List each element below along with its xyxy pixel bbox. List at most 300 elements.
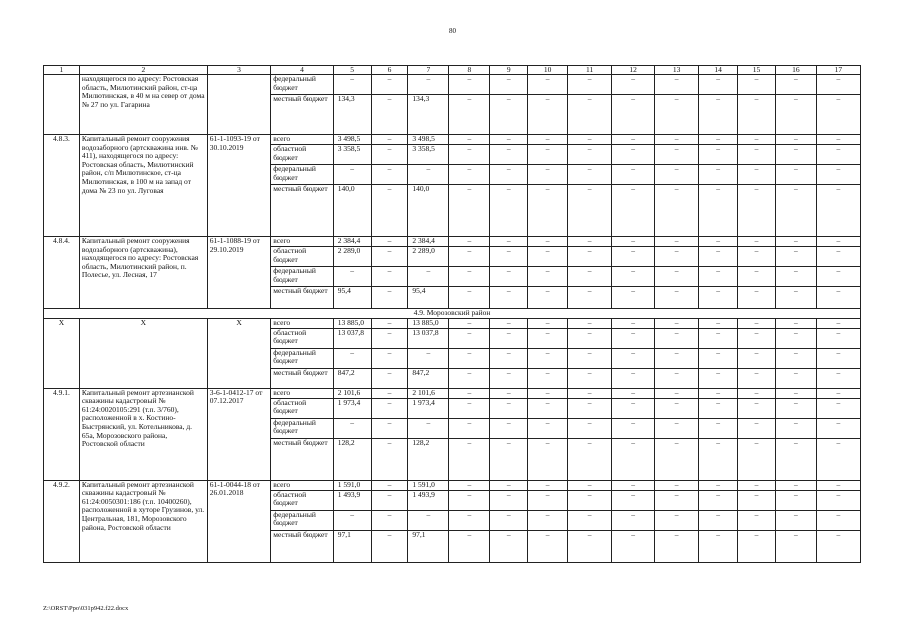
amount-col15: –: [738, 247, 776, 267]
amount-col15: –: [738, 328, 776, 348]
amount-col15: –: [738, 490, 776, 510]
amount-col15: –: [738, 530, 776, 562]
amount-col7: 13 885,0: [408, 318, 449, 328]
amount-col14: –: [699, 95, 738, 135]
amount-col12: –: [612, 328, 655, 348]
budget-type-cell: местный бюджет: [271, 287, 333, 309]
amount-col16: –: [775, 247, 816, 267]
amount-col9: –: [490, 438, 528, 480]
amount-col6: –: [371, 165, 408, 185]
amount-col13: –: [655, 480, 699, 490]
column-number-header: 4: [271, 66, 333, 75]
amount-col7: 1 591,0: [408, 480, 449, 490]
amount-col12: –: [612, 418, 655, 438]
amount-col6: –: [371, 368, 408, 388]
amount-col13: –: [655, 328, 699, 348]
amount-col14: –: [699, 480, 738, 490]
amount-col12: –: [612, 398, 655, 418]
budget-type-cell: областной бюджет: [271, 490, 333, 510]
amount-col9: –: [490, 247, 528, 267]
amount-col10: –: [528, 438, 568, 480]
amount-col5: 1 591,0: [333, 480, 371, 490]
amount-col17: –: [816, 348, 860, 368]
page-number: 80: [449, 27, 456, 35]
item-name-cell: находящегося по адресу: Ростовская область, Милютинский район, ст-ца Милютинская, в 40 м на север от дома № 27 по ул. Гагарина: [79, 75, 207, 135]
amount-col7: 97,1: [408, 530, 449, 562]
amount-col12: –: [612, 145, 655, 165]
amount-col17: –: [816, 135, 860, 145]
amount-col8: –: [449, 165, 490, 185]
amount-col5: 13 037,8: [333, 328, 371, 348]
amount-col10: –: [528, 237, 568, 247]
amount-col14: –: [699, 75, 738, 95]
amount-col16: –: [775, 95, 816, 135]
amount-col15: –: [738, 510, 776, 530]
amount-col11: –: [568, 165, 612, 185]
amount-col12: –: [612, 480, 655, 490]
budget-type-cell: всего: [271, 135, 333, 145]
column-number-header: 9: [490, 66, 528, 75]
amount-col7: 2 101,6: [408, 388, 449, 398]
amount-col8: –: [449, 530, 490, 562]
amount-col14: –: [699, 490, 738, 510]
amount-col7: –: [408, 348, 449, 368]
amount-col17: –: [816, 145, 860, 165]
amount-col6: –: [371, 145, 408, 165]
amount-col15: –: [738, 368, 776, 388]
amount-col6: –: [371, 318, 408, 328]
section-title: 4.9. Морозовский район: [44, 309, 861, 319]
amount-col8: –: [449, 145, 490, 165]
amount-col15: –: [738, 318, 776, 328]
amount-col8: –: [449, 287, 490, 309]
amount-col17: –: [816, 75, 860, 95]
amount-col12: –: [612, 95, 655, 135]
budget-type-cell: всего: [271, 237, 333, 247]
amount-col6: –: [371, 247, 408, 267]
amount-col6: –: [371, 287, 408, 309]
amount-col6: –: [371, 328, 408, 348]
budget-type-cell: областной бюджет: [271, 145, 333, 165]
table-row: [44, 388, 861, 398]
amount-col8: –: [449, 328, 490, 348]
amount-col9: –: [490, 480, 528, 490]
amount-col9: –: [490, 135, 528, 145]
amount-col12: –: [612, 510, 655, 530]
amount-col6: –: [371, 95, 408, 135]
amount-col17: –: [816, 388, 860, 398]
amount-col15: –: [738, 398, 776, 418]
amount-col16: –: [775, 75, 816, 95]
amount-col17: –: [816, 318, 860, 328]
column-number-header: 14: [699, 66, 738, 75]
item-number-cell: [44, 75, 80, 135]
amount-col15: –: [738, 267, 776, 287]
amount-col16: –: [775, 348, 816, 368]
amount-col8: –: [449, 490, 490, 510]
amount-col13: –: [655, 287, 699, 309]
amount-col6: –: [371, 480, 408, 490]
amount-col6: –: [371, 237, 408, 247]
amount-col5: 2 101,6: [333, 388, 371, 398]
amount-col5: 134,3: [333, 95, 371, 135]
amount-col16: –: [775, 510, 816, 530]
amount-col8: –: [449, 237, 490, 247]
amount-col17: –: [816, 247, 860, 267]
amount-col7: 2 289,0: [408, 247, 449, 267]
amount-col7: 1 973,4: [408, 398, 449, 418]
amount-col17: –: [816, 95, 860, 135]
amount-col11: –: [568, 480, 612, 490]
amount-col12: –: [612, 185, 655, 237]
amount-col7: –: [408, 267, 449, 287]
amount-col9: –: [490, 328, 528, 348]
amount-col12: –: [612, 287, 655, 309]
amount-col6: –: [371, 185, 408, 237]
amount-col12: –: [612, 267, 655, 287]
amount-col11: –: [568, 530, 612, 562]
amount-col7: 3 358,5: [408, 145, 449, 165]
amount-col11: –: [568, 267, 612, 287]
amount-col6: –: [371, 135, 408, 145]
amount-col14: –: [699, 287, 738, 309]
amount-col17: –: [816, 237, 860, 247]
item-doc-cell: 61-1-1093-19 от 30.10.2019: [207, 135, 270, 237]
amount-col17: –: [816, 287, 860, 309]
amount-col12: –: [612, 530, 655, 562]
amount-col6: –: [371, 438, 408, 480]
table-row: [44, 237, 861, 247]
amount-col12: –: [612, 368, 655, 388]
amount-col6: –: [371, 490, 408, 510]
budget-type-cell: областной бюджет: [271, 247, 333, 267]
column-number-header: 5: [333, 66, 371, 75]
amount-col5: –: [333, 418, 371, 438]
amount-col6: –: [371, 75, 408, 95]
amount-col15: –: [738, 135, 776, 145]
column-number-header: 2: [79, 66, 207, 75]
budget-type-cell: местный бюджет: [271, 368, 333, 388]
amount-col7: 95,4: [408, 287, 449, 309]
amount-col10: –: [528, 247, 568, 267]
item-number-cell: 4.9.1.: [44, 388, 80, 480]
amount-col6: –: [371, 267, 408, 287]
budget-type-cell: федеральный бюджет: [271, 418, 333, 438]
amount-col6: –: [371, 530, 408, 562]
amount-col13: –: [655, 530, 699, 562]
amount-col13: –: [655, 388, 699, 398]
budget-type-cell: всего: [271, 480, 333, 490]
column-number-header: 17: [816, 66, 860, 75]
amount-col8: –: [449, 185, 490, 237]
amount-col11: –: [568, 237, 612, 247]
amount-col9: –: [490, 398, 528, 418]
amount-col11: –: [568, 287, 612, 309]
amount-col9: –: [490, 348, 528, 368]
amount-col17: –: [816, 185, 860, 237]
amount-col11: –: [568, 145, 612, 165]
amount-col8: –: [449, 348, 490, 368]
amount-col14: –: [699, 185, 738, 237]
amount-col5: –: [333, 165, 371, 185]
column-number-header: 3: [207, 66, 270, 75]
amount-col13: –: [655, 318, 699, 328]
amount-col14: –: [699, 418, 738, 438]
amount-col11: –: [568, 388, 612, 398]
amount-col9: –: [490, 318, 528, 328]
amount-col5: 95,4: [333, 287, 371, 309]
column-number-header: 16: [775, 66, 816, 75]
budget-table: [43, 65, 861, 563]
amount-col8: –: [449, 388, 490, 398]
amount-col6: –: [371, 348, 408, 368]
budget-type-cell: федеральный бюджет: [271, 510, 333, 530]
amount-col9: –: [490, 368, 528, 388]
amount-col12: –: [612, 490, 655, 510]
budget-type-cell: областной бюджет: [271, 328, 333, 348]
amount-col7: –: [408, 165, 449, 185]
amount-col6: –: [371, 510, 408, 530]
item-name-cell: Капитальный ремонт артезианской скважины кадастровый № 61:24:0020105:291 (т.п. 3/760), расположенной в х. Костино-Быстрянский, ул. Котельникова, д. 65а, Морозовского района, Ростовской области: [79, 388, 207, 480]
item-number-cell: 4.8.4.: [44, 237, 80, 309]
amount-col8: –: [449, 95, 490, 135]
amount-col16: –: [775, 267, 816, 287]
column-number-header: 8: [449, 66, 490, 75]
amount-col10: –: [528, 318, 568, 328]
amount-col12: –: [612, 438, 655, 480]
amount-col7: 3 498,5: [408, 135, 449, 145]
amount-col10: –: [528, 185, 568, 237]
amount-col12: –: [612, 318, 655, 328]
amount-col9: –: [490, 388, 528, 398]
item-name-cell: Капитальный ремонт артезианской скважины кадастровый № 61:24:0050301:186 (т.п. 10400260), расположенной в хуторе Грузинов, ул. Центральная, 181, Морозовского района, Ростовской области: [79, 480, 207, 562]
table-header-row: [44, 66, 861, 75]
amount-col13: –: [655, 95, 699, 135]
amount-col14: –: [699, 438, 738, 480]
summary-x-cell: Х: [79, 318, 207, 388]
amount-col11: –: [568, 185, 612, 237]
amount-col7: 2 384,4: [408, 237, 449, 247]
amount-col17: –: [816, 398, 860, 418]
amount-col15: –: [738, 95, 776, 135]
amount-col14: –: [699, 368, 738, 388]
item-number-cell: 4.9.2.: [44, 480, 80, 562]
amount-col13: –: [655, 75, 699, 95]
amount-col8: –: [449, 368, 490, 388]
amount-col8: –: [449, 438, 490, 480]
amount-col16: –: [775, 388, 816, 398]
budget-type-cell: федеральный бюджет: [271, 75, 333, 95]
amount-col8: –: [449, 398, 490, 418]
amount-col8: –: [449, 75, 490, 95]
budget-type-cell: федеральный бюджет: [271, 267, 333, 287]
table-row: [44, 480, 861, 490]
amount-col16: –: [775, 530, 816, 562]
budget-type-cell: всего: [271, 318, 333, 328]
amount-col13: –: [655, 348, 699, 368]
amount-col16: –: [775, 398, 816, 418]
amount-col11: –: [568, 348, 612, 368]
amount-col10: –: [528, 490, 568, 510]
amount-col14: –: [699, 318, 738, 328]
column-number-header: 11: [568, 66, 612, 75]
amount-col17: –: [816, 418, 860, 438]
amount-col14: –: [699, 145, 738, 165]
amount-col15: –: [738, 438, 776, 480]
amount-col9: –: [490, 145, 528, 165]
amount-col14: –: [699, 348, 738, 368]
amount-col10: –: [528, 135, 568, 145]
amount-col12: –: [612, 135, 655, 145]
amount-col16: –: [775, 287, 816, 309]
amount-col7: –: [408, 75, 449, 95]
amount-col13: –: [655, 135, 699, 145]
amount-col12: –: [612, 75, 655, 95]
item-doc-cell: [207, 75, 270, 135]
budget-type-cell: местный бюджет: [271, 185, 333, 237]
amount-col7: –: [408, 418, 449, 438]
amount-col5: 13 885,0: [333, 318, 371, 328]
amount-col9: –: [490, 510, 528, 530]
amount-col14: –: [699, 237, 738, 247]
amount-col13: –: [655, 418, 699, 438]
amount-col16: –: [775, 480, 816, 490]
amount-col7: 140,0: [408, 185, 449, 237]
amount-col5: 1 973,4: [333, 398, 371, 418]
item-name-cell: Капитальный ремонт сооружения водозаборного (артскважина инв. № 411), находящегося по адресу: Ростовская область, Милютинский район, с/п Милютинское, ст-ца Милютинская, в 100 м на запад от дома № 23 по ул. Луговая: [79, 135, 207, 237]
amount-col7: 847,2: [408, 368, 449, 388]
amount-col16: –: [775, 237, 816, 247]
amount-col17: –: [816, 490, 860, 510]
table-row: [44, 75, 861, 95]
amount-col5: 3 498,5: [333, 135, 371, 145]
amount-col16: –: [775, 490, 816, 510]
column-number-header: 10: [528, 66, 568, 75]
budget-type-cell: федеральный бюджет: [271, 348, 333, 368]
amount-col15: –: [738, 75, 776, 95]
amount-col13: –: [655, 145, 699, 165]
item-doc-cell: 61-1-0044-18 от 26.01.2018: [207, 480, 270, 562]
amount-col16: –: [775, 418, 816, 438]
amount-col16: –: [775, 318, 816, 328]
amount-col13: –: [655, 398, 699, 418]
amount-col13: –: [655, 267, 699, 287]
amount-col7: –: [408, 510, 449, 530]
item-number-cell: 4.8.3.: [44, 135, 80, 237]
budget-type-cell: всего: [271, 388, 333, 398]
amount-col12: –: [612, 348, 655, 368]
column-number-header: 13: [655, 66, 699, 75]
amount-col10: –: [528, 95, 568, 135]
budget-type-cell: областной бюджет: [271, 398, 333, 418]
amount-col15: –: [738, 237, 776, 247]
footer-file-path: Z:\ORST\Ppo\031p942.f22.docx: [43, 605, 129, 612]
amount-col11: –: [568, 135, 612, 145]
item-name-cell: Капитальный ремонт сооружения водозаборного (артскважина), находящегося по адресу: Ростовская область, Милютинский район, п. Полесье, ул. Лесная, 17: [79, 237, 207, 309]
budget-type-cell: местный бюджет: [271, 438, 333, 480]
amount-col10: –: [528, 145, 568, 165]
amount-col13: –: [655, 185, 699, 237]
amount-col5: 3 358,5: [333, 145, 371, 165]
amount-col13: –: [655, 438, 699, 480]
amount-col7: 13 037,8: [408, 328, 449, 348]
amount-col14: –: [699, 247, 738, 267]
column-number-header: 6: [371, 66, 408, 75]
section-header-row: [44, 309, 861, 319]
summary-x-cell: Х: [207, 318, 270, 388]
amount-col17: –: [816, 510, 860, 530]
amount-col14: –: [699, 388, 738, 398]
amount-col11: –: [568, 490, 612, 510]
amount-col13: –: [655, 510, 699, 530]
amount-col10: –: [528, 328, 568, 348]
amount-col8: –: [449, 135, 490, 145]
amount-col11: –: [568, 75, 612, 95]
amount-col17: –: [816, 165, 860, 185]
amount-col8: –: [449, 480, 490, 490]
amount-col14: –: [699, 165, 738, 185]
amount-col11: –: [568, 418, 612, 438]
amount-col11: –: [568, 328, 612, 348]
table-row: [44, 318, 861, 328]
amount-col10: –: [528, 398, 568, 418]
amount-col17: –: [816, 368, 860, 388]
amount-col6: –: [371, 388, 408, 398]
amount-col14: –: [699, 510, 738, 530]
amount-col11: –: [568, 398, 612, 418]
amount-col9: –: [490, 530, 528, 562]
amount-col10: –: [528, 75, 568, 95]
amount-col12: –: [612, 165, 655, 185]
amount-col14: –: [699, 267, 738, 287]
amount-col10: –: [528, 418, 568, 438]
amount-col11: –: [568, 95, 612, 135]
budget-type-cell: федеральный бюджет: [271, 165, 333, 185]
amount-col12: –: [612, 247, 655, 267]
amount-col16: –: [775, 185, 816, 237]
amount-col8: –: [449, 510, 490, 530]
amount-col13: –: [655, 237, 699, 247]
amount-col14: –: [699, 398, 738, 418]
amount-col11: –: [568, 438, 612, 480]
amount-col15: –: [738, 348, 776, 368]
table-row: [44, 135, 861, 145]
amount-col16: –: [775, 368, 816, 388]
amount-col15: –: [738, 145, 776, 165]
amount-col11: –: [568, 247, 612, 267]
amount-col14: –: [699, 530, 738, 562]
amount-col15: –: [738, 165, 776, 185]
column-number-header: 12: [612, 66, 655, 75]
amount-col8: –: [449, 318, 490, 328]
amount-col5: –: [333, 75, 371, 95]
column-number-header: 1: [44, 66, 80, 75]
amount-col17: –: [816, 328, 860, 348]
amount-col9: –: [490, 418, 528, 438]
amount-col16: –: [775, 135, 816, 145]
amount-col15: –: [738, 388, 776, 398]
amount-col5: –: [333, 267, 371, 287]
amount-col7: 1 493,9: [408, 490, 449, 510]
item-doc-cell: 3-6-1-0412-17 от 07.12.2017: [207, 388, 270, 480]
amount-col15: –: [738, 480, 776, 490]
amount-col7: 128,2: [408, 438, 449, 480]
amount-col5: 1 493,9: [333, 490, 371, 510]
amount-col6: –: [371, 418, 408, 438]
amount-col9: –: [490, 165, 528, 185]
amount-col14: –: [699, 135, 738, 145]
amount-col10: –: [528, 348, 568, 368]
